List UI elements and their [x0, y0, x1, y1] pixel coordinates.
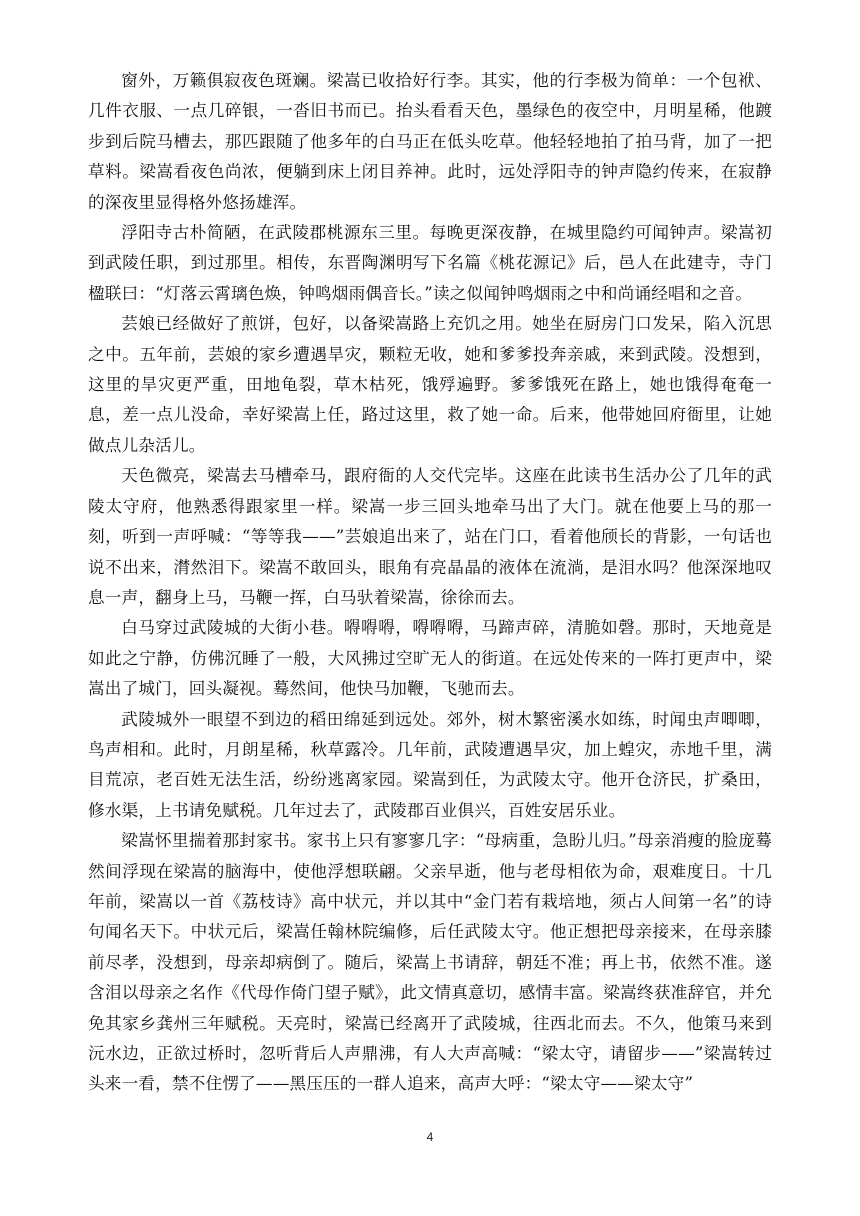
paragraph-3: 芸娘已经做好了煎饼，包好，以备梁嵩路上充饥之用。她坐在厨房门口发呆，陷入沉思之中。五年前，芸娘的家乡遭遇旱灾，颗粒无收，她和爹爹投奔亲戚，来到武陵。没想到，这里的旱灾更严重，田地龟裂，草木枯死，饿殍遍野。爹爹饿死在路上，她也饿得奄奄一息，差一点儿没命，幸好梁嵩上任，路过这里，救了她一命。后来，他带她回府衙里，让她做点儿杂活儿。	[88, 314, 772, 455]
document-body	[88, 66, 772, 1100]
paragraph-7: 梁嵩怀里揣着那封家书。家书上只有寥寥几字：“母病重，急盼儿归。”母亲消瘦的脸庞蓦然间浮现在梁嵩的脑海中，使他浮想联翩。父亲早逝，他与老母相依为命，艰难度日。十几年前，梁嵩以一首《荔枝诗》高中状元，并以其中“金门若有栽培地，须占人间第一名”的诗句闻名天下。中状元后，梁嵩任翰林院编修，后任武陵太守。他正想把母亲接来，在母亲膝前尽孝，没想到，母亲却病倒了。随后，梁嵩上书请辞，朝廷不准；再上书，依然不准。遂含泪以母亲之名作《代母作倚门望子赋》，此文情真意切，感情丰富。梁嵩终获准辞官，并允免其家乡龚州三年赋税。天亮时，梁嵩已经离开了武陵城，往西北而去。不久，他策马来到沅水边，正欲过桥时，忽听背后人声鼎沸，有人大声高喊：“梁太守，请留步——”梁嵩转过头来一看，禁不住愣了——黑压压的一群人追来，高声大呼：“梁太守——梁太守”	[88, 831, 772, 1094]
paragraph-5: 白马穿过武陵城的大街小巷。嘚嘚嘚，嘚嘚嘚，马蹄声碎，清脆如磬。那时，天地竟是如此之宁静，仿佛沉睡了一般，大风拂过空旷无人的街道。在远处传来的一阵打更声中，梁嵩出了城门，回头凝视。蓦然间，他快马加鞭，飞驰而去。	[88, 618, 772, 699]
page-number: 4	[426, 1130, 434, 1144]
paragraph-1: 窗外，万籁俱寂夜色斑斓。梁嵩已收拾好行李。其实，他的行李极为简单：一个包袱、几件衣服、一点几碎银，一沓旧书而已。抬头看看天色，墨绿色的夜空中，月明星稀，他踱步到后院马槽去，那匹跟随了他多年的白马正在低头吃草。他轻轻地拍了拍马背，加了一把草料。梁嵩看夜色尚浓，便躺到床上闭目养神。此时，远处浮阳寺的钟声隐约传来，在寂静的深夜里显得格外悠扬雄浑。	[88, 71, 772, 212]
paragraph-4: 天色微亮，梁嵩去马槽牵马，跟府衙的人交代完毕。这座在此读书生活办公了几年的武陵太守府，他熟悉得跟家里一样。梁嵩一步三回头地牵马出了大门。就在他要上马的那一刻，听到一声呼喊：“等等我——”芸娘追出来了，站在门口，看着他颀长的背影，一句话也说不出来，潸然泪下。梁嵩不敢回头，眼角有亮晶晶的液体在流淌，是泪水吗？他深深地叹息一声，翻身上马，马鞭一挥，白马驮着梁嵩，徐徐而去。	[88, 466, 772, 607]
paragraph-6: 武陵城外一眼望不到边的稻田绵延到远处。郊外，树木繁密溪水如练，时闻虫声唧唧，鸟声相和。此时，月朗星稀，秋草露冷。几年前，武陵遭遇旱灾，加上蝗灾，赤地千里，满目荒凉，老百姓无法生活，纷纷逃离家园。梁嵩到任，为武陵太守。他开仓济民，扩桑田，修水渠，上书请免赋税。几年过去了，武陵郡百业俱兴，百姓安居乐业。	[88, 709, 772, 820]
paragraph-2: 浮阳寺古朴简陋，在武陵郡桃源东三里。每晚更深夜静，在城里隐约可闻钟声。梁嵩初到武陵任职，到过那里。相传，东晋陶渊明写下名篇《桃花源记》后，邑人在此建寺，寺门楹联曰：“灯落云霄璃色焕，钟鸣烟雨偶音长。”读之似闻钟鸣烟雨之中和尚诵经唱和之音。	[88, 223, 772, 303]
